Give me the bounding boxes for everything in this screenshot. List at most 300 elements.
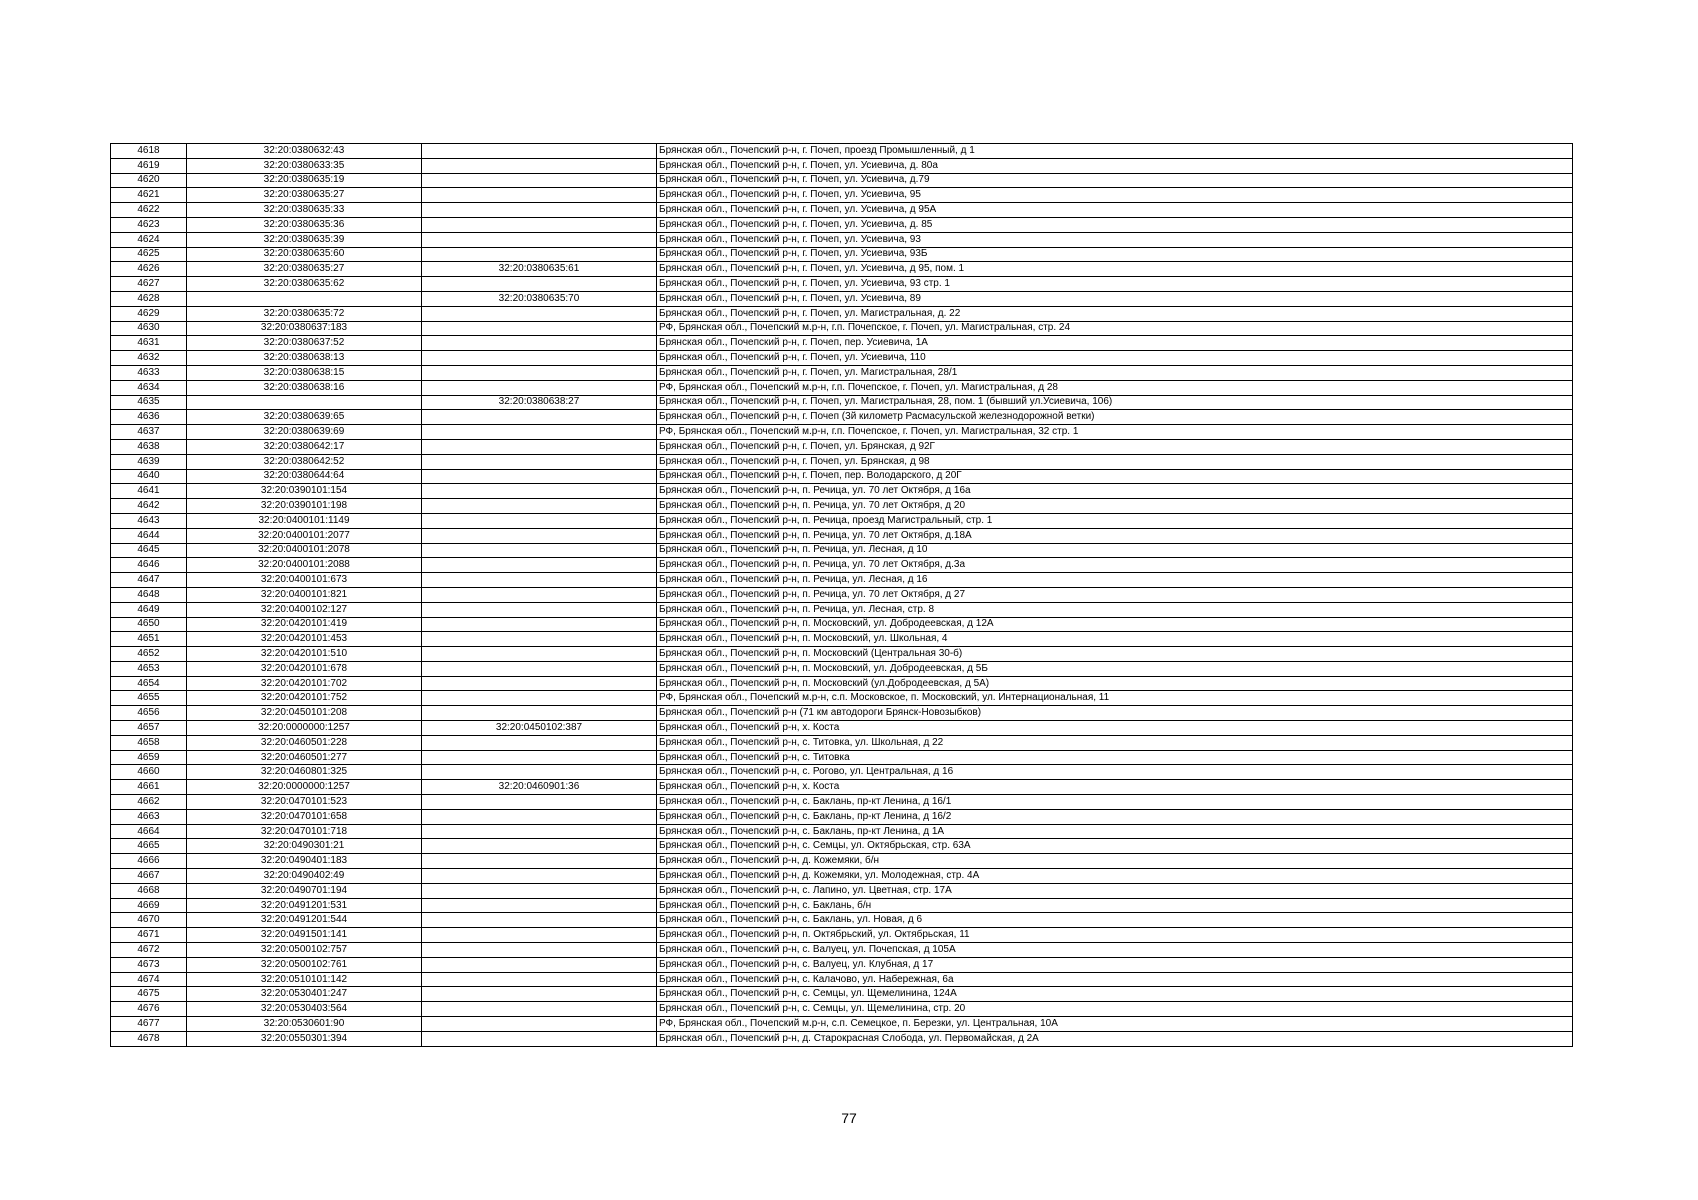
address-cell: Брянская обл., Почепский р-н, г. Почеп (3й километр Расмасульской железнодорожной ветки) — [657, 410, 1573, 425]
row-number-cell: 4672 — [111, 943, 187, 958]
address-cell: Брянская обл., Почепский р-н, г. Почеп, пер. Усиевича, 1А — [657, 336, 1573, 351]
related-cadastral-number-cell — [422, 706, 657, 721]
cadastral-number-cell: 32:20:0550301:394 — [187, 1031, 422, 1046]
cadastral-number-cell: 32:20:0380639:65 — [187, 410, 422, 425]
cadastral-number-cell: 32:20:0530401:247 — [187, 987, 422, 1002]
address-cell: Брянская обл., Почепский р-н, п. Речица, ул. 70 лет Октября, д 16а — [657, 484, 1573, 499]
row-number-cell: 4618 — [111, 144, 187, 159]
row-number-cell: 4656 — [111, 706, 187, 721]
cadastral-number-cell: 32:20:0400101:673 — [187, 573, 422, 588]
related-cadastral-number-cell — [422, 750, 657, 765]
related-cadastral-number-cell — [422, 647, 657, 662]
cadastral-number-cell: 32:20:0380638:16 — [187, 380, 422, 395]
row-number-cell: 4653 — [111, 661, 187, 676]
address-cell: Брянская обл., Почепский р-н, х. Коста — [657, 721, 1573, 736]
cadastral-number-cell: 32:20:0420101:752 — [187, 691, 422, 706]
cadastral-number-cell: 32:20:0491501:141 — [187, 928, 422, 943]
row-number-cell: 4626 — [111, 262, 187, 277]
address-cell: Брянская обл., Почепский р-н, г. Почеп, ул. Магистральная, 28/1 — [657, 365, 1573, 380]
related-cadastral-number-cell — [422, 247, 657, 262]
cadastral-number-cell: 32:20:0500102:761 — [187, 957, 422, 972]
cadastral-number-cell: 32:20:0500102:757 — [187, 943, 422, 958]
cadastral-number-cell: 32:20:0400101:2078 — [187, 543, 422, 558]
related-cadastral-number-cell — [422, 1002, 657, 1017]
related-cadastral-number-cell — [422, 928, 657, 943]
address-cell: Брянская обл., Почепский р-н, д. Старокрасная Слобода, ул. Первомайская, д 2А — [657, 1031, 1573, 1046]
row-number-cell: 4642 — [111, 499, 187, 514]
row-number-cell: 4624 — [111, 232, 187, 247]
address-cell: Брянская обл., Почепский р-н, с. Баклань, б/н — [657, 898, 1573, 913]
address-cell: Брянская обл., Почепский р-н, п. Речица, ул. 70 лет Октября, д.3а — [657, 558, 1573, 573]
address-cell: Брянская обл., Почепский р-н, п. Речица, ул. Лесная, стр. 8 — [657, 602, 1573, 617]
row-number-cell: 4643 — [111, 513, 187, 528]
table-row — [111, 425, 1573, 440]
related-cadastral-number-cell — [422, 454, 657, 469]
cadastral-number-cell: 32:20:0490301:21 — [187, 839, 422, 854]
related-cadastral-number-cell — [422, 1031, 657, 1046]
address-cell: Брянская обл., Почепский р-н, г. Почеп, ул. Усиевича, д. 80а — [657, 158, 1573, 173]
related-cadastral-number-cell — [422, 144, 657, 159]
row-number-cell: 4632 — [111, 351, 187, 366]
address-cell: Брянская обл., Почепский р-н, с. Валуец, ул. Клубная, д 17 — [657, 957, 1573, 972]
address-cell: Брянская обл., Почепский р-н, п. Московский, ул. Школьная, 4 — [657, 632, 1573, 647]
cadastral-number-cell: 32:20:0380635:27 — [187, 262, 422, 277]
row-number-cell: 4625 — [111, 247, 187, 262]
row-number-cell: 4662 — [111, 795, 187, 810]
related-cadastral-number-cell — [422, 188, 657, 203]
row-number-cell: 4640 — [111, 469, 187, 484]
related-cadastral-number-cell: 32:20:0380635:61 — [422, 262, 657, 277]
row-number-cell: 4619 — [111, 158, 187, 173]
address-cell: Брянская обл., Почепский р-н, г. Почеп, проезд Промышленный, д 1 — [657, 144, 1573, 159]
row-number-cell: 4657 — [111, 721, 187, 736]
row-number-cell: 4631 — [111, 336, 187, 351]
address-cell: Брянская обл., Почепский р-н, с. Семцы, ул. Щемелинина, 124А — [657, 987, 1573, 1002]
address-cell: Брянская обл., Почепский р-н, д. Кожемяки, б/н — [657, 854, 1573, 869]
cadastral-number-cell: 32:20:0400101:821 — [187, 587, 422, 602]
related-cadastral-number-cell — [422, 795, 657, 810]
cadastral-number-cell: 32:20:0380637:183 — [187, 321, 422, 336]
cadastral-number-cell: 32:20:0380635:36 — [187, 217, 422, 232]
table-row — [111, 602, 1573, 617]
related-cadastral-number-cell — [422, 691, 657, 706]
cadastral-number-cell: 32:20:0400102:127 — [187, 602, 422, 617]
row-number-cell: 4660 — [111, 765, 187, 780]
related-cadastral-number-cell — [422, 898, 657, 913]
related-cadastral-number-cell — [422, 321, 657, 336]
related-cadastral-number-cell — [422, 632, 657, 647]
table-row — [111, 691, 1573, 706]
related-cadastral-number-cell — [422, 232, 657, 247]
table-row — [111, 647, 1573, 662]
row-number-cell: 4650 — [111, 617, 187, 632]
cadastral-number-cell: 32:20:0420101:453 — [187, 632, 422, 647]
row-number-cell: 4658 — [111, 735, 187, 750]
row-number-cell: 4678 — [111, 1031, 187, 1046]
row-number-cell: 4663 — [111, 809, 187, 824]
table-row — [111, 543, 1573, 558]
related-cadastral-number-cell — [422, 883, 657, 898]
cadastral-number-cell: 32:20:0420101:510 — [187, 647, 422, 662]
cadastral-number-cell: 32:20:0380642:52 — [187, 454, 422, 469]
address-cell: Брянская обл., Почепский р-н, г. Почеп, пер. Володарского, д 20Г — [657, 469, 1573, 484]
address-cell: Брянская обл., Почепский р-н, х. Коста — [657, 780, 1573, 795]
cadastral-number-cell: 32:20:0400101:2088 — [187, 558, 422, 573]
cadastral-number-cell: 32:20:0380642:17 — [187, 439, 422, 454]
row-number-cell: 4667 — [111, 869, 187, 884]
cadastral-number-cell: 32:20:0470101:523 — [187, 795, 422, 810]
address-cell: РФ, Брянская обл., Почепский м.р-н, г.п. Почепское, г. Почеп, ул. Магистральная, стр. 24 — [657, 321, 1573, 336]
related-cadastral-number-cell — [422, 676, 657, 691]
cadastral-number-cell: 32:20:0000000:1257 — [187, 780, 422, 795]
cadastral-number-cell: 32:20:0450101:208 — [187, 706, 422, 721]
related-cadastral-number-cell — [422, 824, 657, 839]
table-row — [111, 395, 1573, 410]
cadastral-number-cell: 32:20:0491201:544 — [187, 913, 422, 928]
table-row — [111, 750, 1573, 765]
related-cadastral-number-cell — [422, 617, 657, 632]
address-cell: Брянская обл., Почепский р-н, с. Рогово, ул. Центральная, д 16 — [657, 765, 1573, 780]
address-cell: Брянская обл., Почепский р-н (71 км автодороги Брянск-Новозыбков) — [657, 706, 1573, 721]
table-row — [111, 454, 1573, 469]
table-row — [111, 410, 1573, 425]
row-number-cell: 4665 — [111, 839, 187, 854]
cadastral-number-cell: 32:20:0380635:72 — [187, 306, 422, 321]
cadastral-number-cell: 32:20:0420101:702 — [187, 676, 422, 691]
address-cell: РФ, Брянская обл., Почепский м.р-н, г.п. Почепское, г. Почеп, ул. Магистральная, 32 стр. 1 — [657, 425, 1573, 440]
address-cell: Брянская обл., Почепский р-н, г. Почеп, ул. Усиевича, 93Б — [657, 247, 1573, 262]
row-number-cell: 4669 — [111, 898, 187, 913]
related-cadastral-number-cell — [422, 735, 657, 750]
cadastral-number-cell: 32:20:0380635:60 — [187, 247, 422, 262]
related-cadastral-number-cell — [422, 1017, 657, 1032]
table-row — [111, 439, 1573, 454]
cadastral-number-cell: 32:20:0390101:198 — [187, 499, 422, 514]
table-row — [111, 661, 1573, 676]
table-row — [111, 573, 1573, 588]
related-cadastral-number-cell — [422, 336, 657, 351]
table-row — [111, 898, 1573, 913]
related-cadastral-number-cell — [422, 484, 657, 499]
row-number-cell: 4647 — [111, 573, 187, 588]
address-cell: Брянская обл., Почепский р-н, г. Почеп, ул. Брянская, д 92Г — [657, 439, 1573, 454]
address-cell: Брянская обл., Почепский р-н, с. Калачово, ул. Набережная, 6а — [657, 972, 1573, 987]
table-row — [111, 1031, 1573, 1046]
row-number-cell: 4654 — [111, 676, 187, 691]
row-number-cell: 4638 — [111, 439, 187, 454]
cadastral-number-cell: 32:20:0380632:43 — [187, 144, 422, 159]
address-cell: Брянская обл., Почепский р-н, п. Речица, проезд Магистральный, стр. 1 — [657, 513, 1573, 528]
address-cell: Брянская обл., Почепский р-н, с. Семцы, ул. Щемелинина, стр. 20 — [657, 1002, 1573, 1017]
table-row — [111, 217, 1573, 232]
row-number-cell: 4628 — [111, 291, 187, 306]
related-cadastral-number-cell — [422, 543, 657, 558]
cadastral-number-cell: 32:20:0380638:13 — [187, 351, 422, 366]
table-row — [111, 632, 1573, 647]
cadastral-number-cell: 32:20:0380635:39 — [187, 232, 422, 247]
related-cadastral-number-cell: 32:20:0450102:387 — [422, 721, 657, 736]
related-cadastral-number-cell: 32:20:0380635:70 — [422, 291, 657, 306]
related-cadastral-number-cell — [422, 913, 657, 928]
table-row — [111, 484, 1573, 499]
address-cell: Брянская обл., Почепский р-н, п. Московский, ул. Добродеевская, д 12А — [657, 617, 1573, 632]
row-number-cell: 4652 — [111, 647, 187, 662]
table-row — [111, 706, 1573, 721]
related-cadastral-number-cell — [422, 987, 657, 1002]
table-row — [111, 262, 1573, 277]
cadastral-number-cell: 32:20:0420101:678 — [187, 661, 422, 676]
registry-table-body — [111, 144, 1573, 1047]
row-number-cell: 4629 — [111, 306, 187, 321]
cadastral-number-cell: 32:20:0400101:1149 — [187, 513, 422, 528]
address-cell: Брянская обл., Почепский р-н, п. Московский (Центральная 30-б) — [657, 647, 1573, 662]
table-row — [111, 854, 1573, 869]
table-row — [111, 780, 1573, 795]
table-row — [111, 232, 1573, 247]
table-row — [111, 617, 1573, 632]
cadastral-number-cell: 32:20:0460801:325 — [187, 765, 422, 780]
table-row — [111, 987, 1573, 1002]
row-number-cell: 4670 — [111, 913, 187, 928]
table-row — [111, 972, 1573, 987]
registry-table — [110, 143, 1573, 1047]
address-cell: РФ, Брянская обл., Почепский м.р-н, г.п. Почепское, г. Почеп, ул. Магистральная, д 28 — [657, 380, 1573, 395]
row-number-cell: 4655 — [111, 691, 187, 706]
page-number: 77 — [841, 1110, 857, 1126]
cadastral-number-cell: 32:20:0380635:62 — [187, 277, 422, 292]
address-cell: Брянская обл., Почепский р-н, с. Баклань, ул. Новая, д 6 — [657, 913, 1573, 928]
table-row — [111, 336, 1573, 351]
table-row — [111, 1017, 1573, 1032]
address-cell: Брянская обл., Почепский р-н, г. Почеп, ул. Усиевича, 93 — [657, 232, 1573, 247]
related-cadastral-number-cell — [422, 573, 657, 588]
related-cadastral-number-cell — [422, 839, 657, 854]
related-cadastral-number-cell: 32:20:0460901:36 — [422, 780, 657, 795]
row-number-cell: 4676 — [111, 1002, 187, 1017]
address-cell: Брянская обл., Почепский р-н, с. Титовка, ул. Школьная, д 22 — [657, 735, 1573, 750]
table-row — [111, 721, 1573, 736]
address-cell: Брянская обл., Почепский р-н, с. Семцы, ул. Октябрьская, стр. 63А — [657, 839, 1573, 854]
row-number-cell: 4620 — [111, 173, 187, 188]
row-number-cell: 4675 — [111, 987, 187, 1002]
cadastral-number-cell: 32:20:0490401:183 — [187, 854, 422, 869]
table-row — [111, 203, 1573, 218]
table-row — [111, 809, 1573, 824]
row-number-cell: 4668 — [111, 883, 187, 898]
cadastral-number-cell: 32:20:0490402:49 — [187, 869, 422, 884]
table-row — [111, 173, 1573, 188]
table-row — [111, 277, 1573, 292]
address-cell: Брянская обл., Почепский р-н, г. Почеп, ул. Усиевича, д. 85 — [657, 217, 1573, 232]
related-cadastral-number-cell — [422, 943, 657, 958]
address-cell: Брянская обл., Почепский р-н, г. Почеп, ул. Магистральная, 28, пом. 1 (бывший ул.Усиевича, 106) — [657, 395, 1573, 410]
cadastral-number-cell: 32:20:0380635:19 — [187, 173, 422, 188]
address-cell: Брянская обл., Почепский р-н, г. Почеп, ул. Усиевича, 93 стр. 1 — [657, 277, 1573, 292]
related-cadastral-number-cell — [422, 661, 657, 676]
address-cell: Брянская обл., Почепский р-н, п. Московский (ул.Добродеевская, д 5А) — [657, 676, 1573, 691]
address-cell: Брянская обл., Почепский р-н, п. Октябрьский, ул. Октябрьская, 11 — [657, 928, 1573, 943]
row-number-cell: 4646 — [111, 558, 187, 573]
cadastral-number-cell: 32:20:0530601:90 — [187, 1017, 422, 1032]
related-cadastral-number-cell — [422, 217, 657, 232]
cadastral-number-cell: 32:20:0510101:142 — [187, 972, 422, 987]
row-number-cell: 4664 — [111, 824, 187, 839]
table-row — [111, 928, 1573, 943]
cadastral-number-cell: 32:20:0390101:154 — [187, 484, 422, 499]
cadastral-number-cell: 32:20:0380633:35 — [187, 158, 422, 173]
related-cadastral-number-cell — [422, 277, 657, 292]
cadastral-number-cell: 32:20:0380644:64 — [187, 469, 422, 484]
cadastral-number-cell: 32:20:0000000:1257 — [187, 721, 422, 736]
cadastral-number-cell: 32:20:0380638:15 — [187, 365, 422, 380]
related-cadastral-number-cell — [422, 558, 657, 573]
address-cell: Брянская обл., Почепский р-н, с. Баклань, пр-кт Ленина, д 1А — [657, 824, 1573, 839]
cadastral-number-cell: 32:20:0400101:2077 — [187, 528, 422, 543]
related-cadastral-number-cell — [422, 587, 657, 602]
related-cadastral-number-cell — [422, 602, 657, 617]
address-cell: Брянская обл., Почепский р-н, г. Почеп, ул. Усиевича, д 95, пом. 1 — [657, 262, 1573, 277]
row-number-cell: 4666 — [111, 854, 187, 869]
row-number-cell: 4634 — [111, 380, 187, 395]
cadastral-number-cell: 32:20:0490701:194 — [187, 883, 422, 898]
table-row — [111, 943, 1573, 958]
table-row — [111, 883, 1573, 898]
address-cell: Брянская обл., Почепский р-н, п. Речица, ул. Лесная, д 16 — [657, 573, 1573, 588]
table-row — [111, 839, 1573, 854]
table-row — [111, 321, 1573, 336]
address-cell: Брянская обл., Почепский р-н, с. Титовка — [657, 750, 1573, 765]
address-cell: РФ, Брянская обл., Почепский м.р-н, с.п. Семецкое, п. Березки, ул. Центральная, 10А — [657, 1017, 1573, 1032]
row-number-cell: 4645 — [111, 543, 187, 558]
related-cadastral-number-cell — [422, 499, 657, 514]
table-row — [111, 188, 1573, 203]
table-row — [111, 528, 1573, 543]
table-row — [111, 957, 1573, 972]
table-row — [111, 824, 1573, 839]
address-cell: Брянская обл., Почепский р-н, с. Баклань, пр-кт Ленина, д 16/1 — [657, 795, 1573, 810]
row-number-cell: 4633 — [111, 365, 187, 380]
table-row — [111, 1002, 1573, 1017]
cadastral-number-cell: 32:20:0470101:718 — [187, 824, 422, 839]
row-number-cell: 4622 — [111, 203, 187, 218]
row-number-cell: 4641 — [111, 484, 187, 499]
address-cell: Брянская обл., Почепский р-н, п. Речица, ул. 70 лет Октября, д.18А — [657, 528, 1573, 543]
row-number-cell: 4635 — [111, 395, 187, 410]
table-row — [111, 365, 1573, 380]
row-number-cell: 4661 — [111, 780, 187, 795]
related-cadastral-number-cell — [422, 869, 657, 884]
related-cadastral-number-cell — [422, 380, 657, 395]
related-cadastral-number-cell — [422, 425, 657, 440]
related-cadastral-number-cell — [422, 513, 657, 528]
table-row — [111, 158, 1573, 173]
address-cell: Брянская обл., Почепский р-н, г. Почеп, ул. Усиевича, 89 — [657, 291, 1573, 306]
table-row — [111, 558, 1573, 573]
row-number-cell: 4637 — [111, 425, 187, 440]
row-number-cell: 4659 — [111, 750, 187, 765]
address-cell: Брянская обл., Почепский р-н, п. Речица, ул. 70 лет Октября, д 27 — [657, 587, 1573, 602]
row-number-cell: 4639 — [111, 454, 187, 469]
row-number-cell: 4673 — [111, 957, 187, 972]
row-number-cell: 4674 — [111, 972, 187, 987]
row-number-cell: 4649 — [111, 602, 187, 617]
address-cell: Брянская обл., Почепский р-н, п. Московский, ул. Добродеевская, д 5Б — [657, 661, 1573, 676]
table-row — [111, 499, 1573, 514]
table-row — [111, 735, 1573, 750]
related-cadastral-number-cell — [422, 351, 657, 366]
table-row — [111, 351, 1573, 366]
table-row — [111, 144, 1573, 159]
address-cell: Брянская обл., Почепский р-н, г. Почеп, ул. Магистральная, д. 22 — [657, 306, 1573, 321]
related-cadastral-number-cell — [422, 809, 657, 824]
cadastral-number-cell: 32:20:0491201:531 — [187, 898, 422, 913]
cadastral-number-cell: 32:20:0380637:52 — [187, 336, 422, 351]
table-row — [111, 795, 1573, 810]
cadastral-number-cell: 32:20:0530403:564 — [187, 1002, 422, 1017]
related-cadastral-number-cell: 32:20:0380638:27 — [422, 395, 657, 410]
row-number-cell: 4644 — [111, 528, 187, 543]
row-number-cell: 4671 — [111, 928, 187, 943]
row-number-cell: 4648 — [111, 587, 187, 602]
cadastral-number-cell: 32:20:0470101:658 — [187, 809, 422, 824]
table-row — [111, 247, 1573, 262]
cadastral-number-cell: 32:20:0420101:419 — [187, 617, 422, 632]
row-number-cell: 4636 — [111, 410, 187, 425]
table-row — [111, 869, 1573, 884]
cadastral-number-cell: 32:20:0380635:27 — [187, 188, 422, 203]
address-cell: Брянская обл., Почепский р-н, г. Почеп, ул. Усиевича, д 95А — [657, 203, 1573, 218]
related-cadastral-number-cell — [422, 469, 657, 484]
table-row — [111, 380, 1573, 395]
related-cadastral-number-cell — [422, 203, 657, 218]
cadastral-number-cell — [187, 291, 422, 306]
table-row — [111, 306, 1573, 321]
row-number-cell: 4627 — [111, 277, 187, 292]
address-cell: Брянская обл., Почепский р-н, п. Речица, ул. Лесная, д 10 — [657, 543, 1573, 558]
table-row — [111, 513, 1573, 528]
related-cadastral-number-cell — [422, 854, 657, 869]
row-number-cell: 4623 — [111, 217, 187, 232]
related-cadastral-number-cell — [422, 972, 657, 987]
cadastral-number-cell: 32:20:0460501:277 — [187, 750, 422, 765]
address-cell: Брянская обл., Почепский р-н, д. Кожемяки, ул. Молодежная, стр. 4А — [657, 869, 1573, 884]
row-number-cell: 4651 — [111, 632, 187, 647]
address-cell: Брянская обл., Почепский р-н, с. Лапино, ул. Цветная, стр. 17А — [657, 883, 1573, 898]
address-cell: Брянская обл., Почепский р-н, с. Валуец, ул. Почепская, д 105А — [657, 943, 1573, 958]
address-cell: РФ, Брянская обл., Почепский м.р-н, с.п. Московское, п. Московский, ул. Интернациональная, 11 — [657, 691, 1573, 706]
row-number-cell: 4621 — [111, 188, 187, 203]
related-cadastral-number-cell — [422, 365, 657, 380]
table-row — [111, 913, 1573, 928]
cadastral-number-cell: 32:20:0460501:228 — [187, 735, 422, 750]
related-cadastral-number-cell — [422, 306, 657, 321]
cadastral-number-cell: 32:20:0380639:69 — [187, 425, 422, 440]
row-number-cell: 4677 — [111, 1017, 187, 1032]
related-cadastral-number-cell — [422, 765, 657, 780]
row-number-cell: 4630 — [111, 321, 187, 336]
address-cell: Брянская обл., Почепский р-н, п. Речица, ул. 70 лет Октября, д 20 — [657, 499, 1573, 514]
address-cell: Брянская обл., Почепский р-н, г. Почеп, ул. Усиевича, 110 — [657, 351, 1573, 366]
related-cadastral-number-cell — [422, 528, 657, 543]
cadastral-number-cell: 32:20:0380635:33 — [187, 203, 422, 218]
related-cadastral-number-cell — [422, 410, 657, 425]
address-cell: Брянская обл., Почепский р-н, г. Почеп, ул. Брянская, д 98 — [657, 454, 1573, 469]
address-cell: Брянская обл., Почепский р-н, г. Почеп, ул. Усиевича, 95 — [657, 188, 1573, 203]
address-cell: Брянская обл., Почепский р-н, г. Почеп, ул. Усиевича, д.79 — [657, 173, 1573, 188]
cadastral-number-cell — [187, 395, 422, 410]
related-cadastral-number-cell — [422, 173, 657, 188]
related-cadastral-number-cell — [422, 439, 657, 454]
